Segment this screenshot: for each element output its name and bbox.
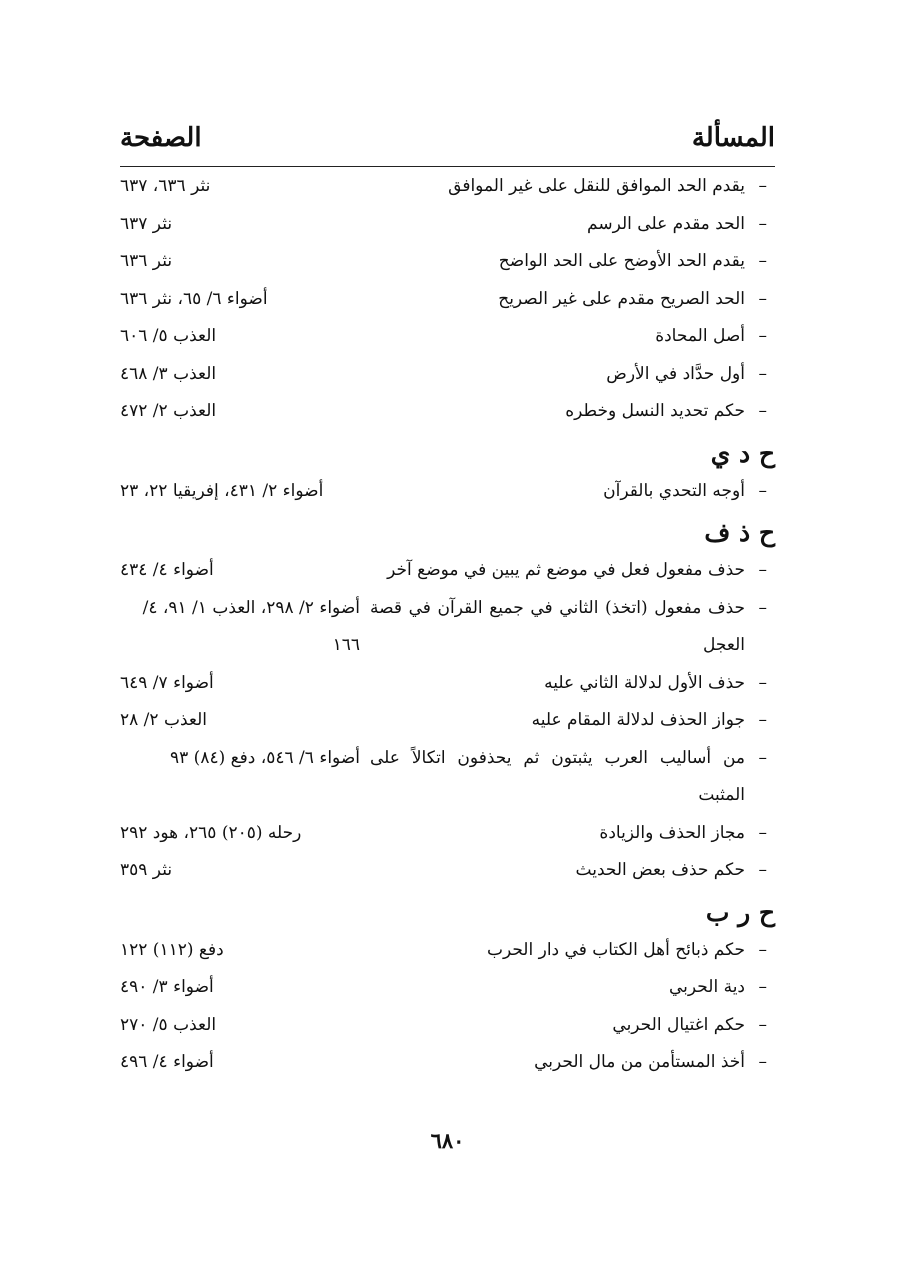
root-heading: ح ذ ف: [704, 518, 775, 547]
page-number: ٦٨٠: [430, 1128, 465, 1153]
entry-question: مجاز الحذف والزيادة: [599, 822, 745, 843]
table-header: [120, 123, 775, 163]
index-entry: [120, 1044, 775, 1082]
entry-question: الحد مقدم على الرسم: [587, 213, 745, 234]
entry-page-ref: العذب ٢/ ٤٧٢: [120, 401, 217, 421]
entry-dash: –: [758, 977, 767, 997]
index-entry: [120, 665, 775, 703]
entry-question: أول حدَّاد في الأرض: [606, 363, 745, 384]
entry-page-ref: دفع (١١٢) ١٢٢: [120, 939, 224, 960]
entry-question: حكم حذف بعض الحديث: [575, 860, 745, 880]
index-entry: [120, 932, 775, 970]
entry-question: حكم اغتيال الحربي: [612, 1014, 745, 1035]
entry-page-ref: أضواء ٢/ ٢٩٨، العذب ١/ ٩١، ٤/ ١٦٦: [142, 597, 360, 655]
index-entries: [120, 168, 775, 1082]
entry-page-ref: العذب ٣/ ٤٦٨: [120, 363, 217, 384]
index-entry: [120, 552, 775, 590]
root-heading: ح ر ب: [705, 897, 775, 927]
entry-question: حذف مفعول (اتخذ) الثاني في جميع القرآن في قصة العجل: [370, 597, 745, 655]
entry-dash: –: [758, 363, 767, 384]
entry-dash: –: [758, 860, 767, 880]
entry-page-ref: أضواء ٧/ ٦٤٩: [120, 672, 214, 693]
index-entry: [120, 281, 775, 319]
entry-question: من أساليب العرب يثبتون ثم يحذفون اتكالاً على المثبت: [370, 747, 745, 805]
entry-question: أوجه التحدي بالقرآن: [603, 480, 745, 501]
entry-dash: –: [758, 288, 767, 309]
entry-question: حكم ذبائح أهل الكتاب في دار الحرب: [486, 939, 745, 960]
entry-page-ref: أضواء ٢/ ٤٣١، إفريقيا ٢٢، ٢٣: [120, 480, 324, 501]
index-entry: [120, 1007, 775, 1045]
entry-page-ref: رحله (٢٠٥) ٢٦٥، هود ٢٩٢: [120, 822, 302, 843]
index-entry: [120, 473, 775, 511]
entry-question: الحد الصريح مقدم على غير الصريح: [498, 288, 745, 309]
entry-dash: –: [758, 1014, 767, 1035]
entry-dash: –: [758, 1052, 767, 1072]
entry-question: حذف مفعول فعل في موضع ثم يبين في موضع آخر: [387, 560, 745, 580]
entry-page-ref: أضواء ٦/ ٥٤٦، دفع (٨٤) ٩٣: [170, 747, 360, 768]
entry-page-ref: أضواء ٦/ ٦٥، نثر ٦٣٦: [120, 288, 268, 309]
entry-page-ref: العذب ٥/ ٢٧٠: [120, 1014, 217, 1035]
entry-page-ref: أضواء ٣/ ٤٩٠: [120, 977, 214, 997]
entry-page-ref: أضواء ٤/ ٤٩٦: [120, 1052, 214, 1072]
entry-dash: –: [758, 326, 767, 346]
page-column-title: الصفحة: [120, 123, 202, 153]
entry-question: أصل المحادة: [655, 326, 745, 346]
entry-question: حكم تحديد النسل وخطره: [565, 401, 745, 421]
index-entry: [120, 206, 775, 244]
index-entry: [120, 318, 775, 356]
entry-page-ref: نثر ٣٥٩: [120, 860, 173, 880]
question-column-title: المسألة: [691, 123, 775, 153]
index-entry: [120, 393, 775, 431]
entry-page-ref: أضواء ٤/ ٤٣٤: [120, 560, 214, 580]
index-entry: [120, 852, 775, 890]
entry-dash: –: [758, 747, 767, 768]
index-page: [120, 0, 775, 1271]
entry-dash: –: [758, 672, 767, 693]
entry-dash: –: [758, 213, 767, 234]
index-entry: [120, 969, 775, 1007]
entry-dash: –: [758, 710, 767, 730]
index-entry: [120, 356, 775, 394]
entry-question: يقدم الحد الأوضح على الحد الواضح: [498, 251, 745, 271]
entry-dash: –: [758, 822, 767, 843]
entry-question: دية الحربي: [669, 977, 745, 997]
entry-page-ref: العذب ٥/ ٦٠٦: [120, 326, 217, 346]
entry-page-ref: نثر ٦٣٧: [120, 213, 173, 234]
entry-dash: –: [758, 480, 767, 501]
entry-page-ref: نثر ٦٣٦، ٦٣٧: [120, 176, 211, 196]
entry-question: أخذ المستأمن من مال الحربي: [534, 1052, 745, 1072]
entry-question: حذف الأول لدلالة الثاني عليه: [544, 672, 745, 693]
entry-page-ref: نثر ٦٣٦: [120, 251, 173, 271]
entry-question: جواز الحذف لدلالة المقام عليه: [531, 710, 745, 730]
index-entry: [120, 168, 775, 206]
entry-dash: –: [758, 401, 767, 421]
index-entry: [120, 243, 775, 281]
entry-dash: –: [758, 939, 767, 960]
root-heading: ح د ي: [710, 438, 775, 468]
entry-dash: –: [758, 560, 767, 580]
entry-dash: –: [758, 176, 767, 196]
entry-page-ref: العذب ٢/ ٢٨: [120, 710, 207, 730]
index-entry: [120, 590, 775, 665]
index-entry: [120, 702, 775, 740]
entry-question: يقدم الحد الموافق للنقل على غير الموافق: [448, 176, 745, 196]
entry-dash: –: [758, 597, 767, 618]
entry-dash: –: [758, 251, 767, 271]
index-entry: [120, 815, 775, 853]
header-rule: [120, 166, 775, 167]
index-entry: [120, 740, 775, 815]
